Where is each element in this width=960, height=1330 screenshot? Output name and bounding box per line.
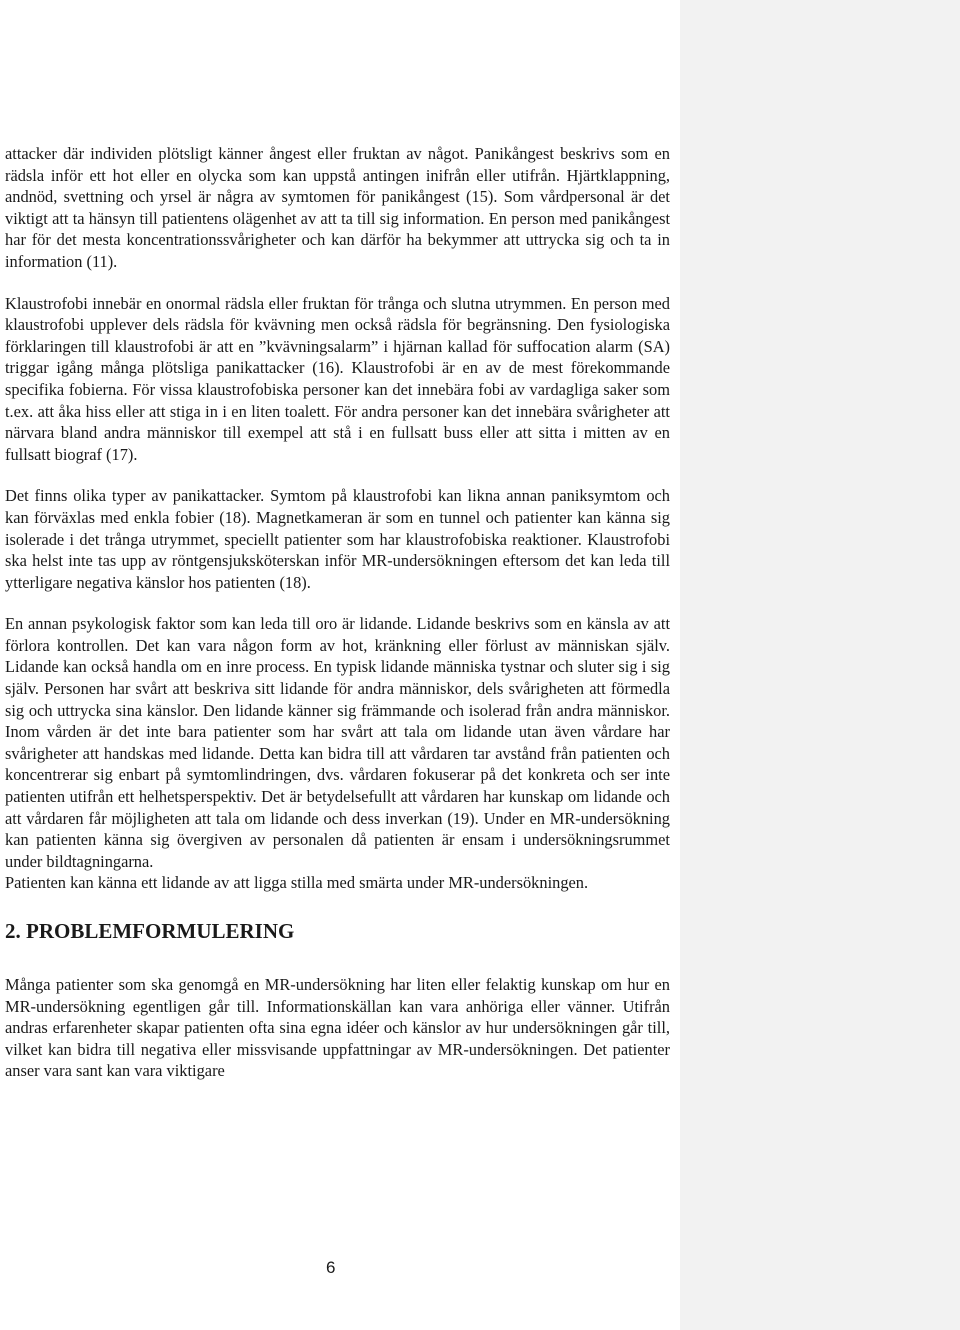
paragraph-suffering-pain: Patienten kan känna ett lidande av att ligga stilla med smärta under MR-undersökningen. [5, 873, 589, 893]
paragraph-panic-anxiety: attacker där individen plötsligt känner ångest eller fruktan av något. Panikångest beskrivs som en rädsla inför ett hot eller en olycka som kan uppstå antingen inifrån eller utifrån. Hjärtklappning, andnöd, svettning och yrsel är några av symtomen för panikångest (15). Som vårdpersonal är det viktigt att ta hänsyn till patientens olägenhet av att ta till sig information. En person med panikångest har för det mesta koncentrationssvårigheter och kan därför ha bekymmer att uttrycka sig och ta in information (11). [5, 144, 670, 271]
paragraph-panic-attack-types: Det finns olika typer av panikattacker. Symtom på klaustrofobi kan likna annan paniksymtom och kan förväxlas med enkla fobier (18). Magnetkameran är som en tunnel och patienter kan känna sig isolerade i det trånga utrymmet, speciellt patienter som har klaustrofobiska reaktioner. Klaustrofobi ska helst inte tas upp av röntgensjuksköterskan inför MR-undersökningen eftersom det kan leda till ytterligare negativa känslor hos patienten (18). [5, 486, 670, 592]
paragraph-suffering: En annan psykologisk faktor som kan leda till oro är lidande. Lidande beskrivs som en känsla av att förlora kontrollen. Det kan vara någon form av hot, kränkning eller förlust av människan själv. Lidande kan också handla om en inre process. En typisk lidande människa tystnar och sluter sig i sig själv. Personen har svårt att beskriva sitt lidande för andra människor, dels svårigheten att förmedla sig och uttrycka sina känslor. Den lidande känner sig främmande och isolerad från andra människor. Inom vården är det inte bara patienter som har svårt att tala om lidande utan även vårdare har svårigheter att handskas med lidande. Detta kan bidra till att vårdaren tar avstånd från patienten och koncentrerar sig enbart på symtomlindringen, dvs. vårdaren fokuserar på det konkreta och ser inte patienten utifrån ett helhetsperspektiv. Det är betydelsefullt att vårdaren har kunskap om lidande och att vårdaren får möjligheten att tala om lidande och dess inverkan (19). Under en MR-undersökning kan patienten känna sig övergiven av personalen då patienten är ensam i undersökningsrummet under bildtagningarna. [5, 614, 670, 871]
section-heading-problemformulering: 2. PROBLEMFORMULERING [5, 919, 295, 943]
page-content [5, 143, 670, 1082]
paragraph-problem-statement: Många patienter som ska genomgå en MR-undersökning har liten eller felaktig kunskap om hur en MR-undersökning egentligen går till. Informationskällan kan vara anhöriga eller vänner. Utifrån andras erfarenheter skapar patienten ofta sina egna idéer och känslor av hur undersökningen går till, vilket kan bidra till negativa eller missvisande uppfattningar av MR-undersökningen. Det patienter anser vara sant kan vara viktigare [5, 975, 670, 1081]
page-number: 6 [326, 1258, 336, 1277]
comment-margin-panel [680, 0, 960, 1330]
paragraph-claustrophobia: Klaustrofobi innebär en onormal rädsla eller fruktan för trånga och slutna utrymmen. En person med klaustrofobi upplever dels rädsla för kvävning men också rädsla för begränsning. Den fysiologiska förklaringen till klaustrofobi är att en ”kvävningsalarm” i hjärnan kallad för suffocation alarm (SA) triggar igång många plötsliga panikattacker (16). Klaustrofobi är en av de mest förekommande specifika fobierna. För vissa klaustrofobiska personer kan det innebära fobi av vardagliga saker som t.ex. att åka hiss eller att stiga in i en liten toalett. För andra personer kan det innebära svårigheter att närvara bland andra människor till exempel att stå i en fullsatt buss eller att sitta i mitten av en fullsatt biograf (17). [5, 293, 670, 464]
